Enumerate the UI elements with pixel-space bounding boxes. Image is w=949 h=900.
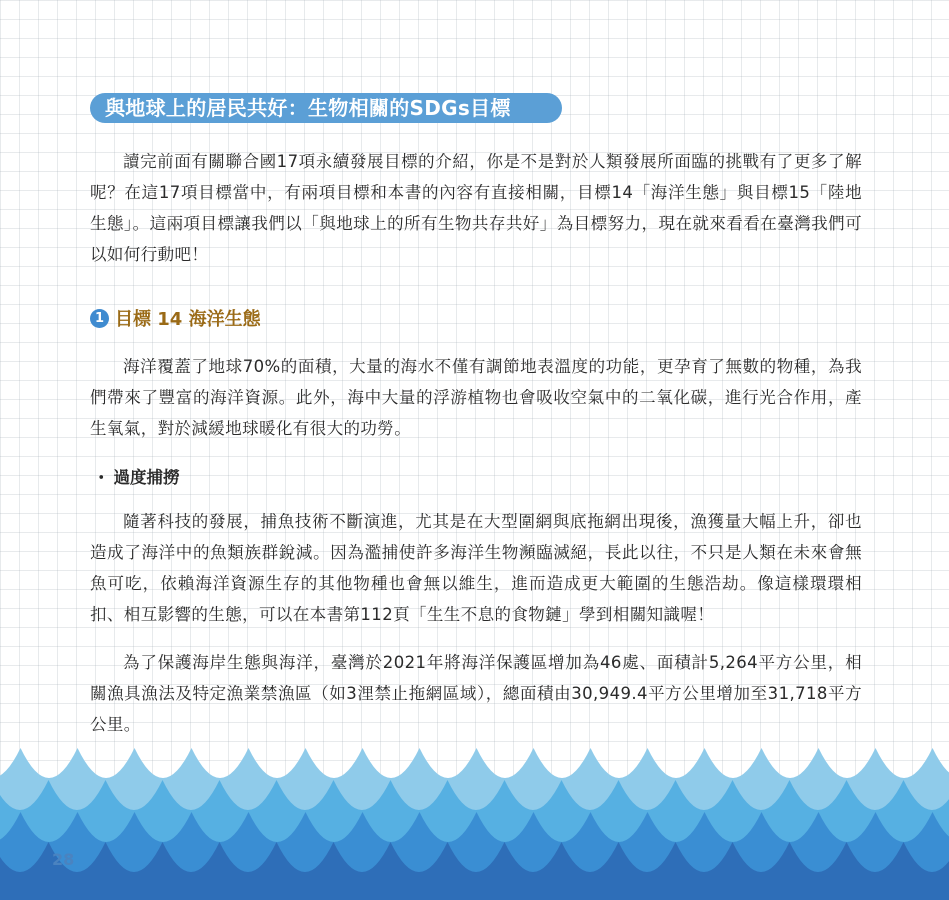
overfishing-heading — [93, 464, 180, 488]
bullet-icon: ・ — [93, 468, 110, 487]
number-badge: 1 — [90, 309, 109, 328]
goal-14-title: 目標 14 海洋生態 — [115, 309, 261, 330]
overfishing-title: 過度捕撈 — [113, 468, 180, 487]
overfishing-paragraph-1: 隨著科技的發展，捕魚技術不斷演進，尤其是在大型圍網與底拖網出現後，漁獲量大幅上升，卻也造成了海洋中的魚類族群銳減。因為濫捕使許多海洋生物瀕臨滅絕，長此以往，不只是人類在未來會無魚可吃，依賴海洋資源生存的其他物種也會無以維生，進而造成更大範圍的生態浩劫。像這樣環環相扣、相互影響的生態，可以在本書第112頁「生生不息的食物鏈」學到相關知識喔！ — [90, 512, 862, 624]
overfishing-paragraph-2: 為了保護海岸生態與海洋，臺灣於2021年將海洋保護區增加為46處、面積計5,264平方公里，相關漁具漁法及特定漁業禁漁區（如3浬禁止拖網區域），總面積由30,949.4平方公里增加至31,718平方公里。 — [90, 653, 862, 734]
ocean-paragraph: 海洋覆蓋了地球70%的面積，大量的海水不僅有調節地表溫度的功能，更孕育了無數的物種，為我們帶來了豐富的海洋資源。此外，海中大量的浮游植物也會吸收空氣中的二氧化碳，進行光合作用，產生氧氣，對於減緩地球暖化有很大的功勞。 — [90, 357, 862, 438]
goal-14-heading — [90, 306, 261, 330]
ocean-waves-decoration — [0, 738, 949, 900]
intro-paragraph: 讀完前面有關聯合國17項永續發展目標的介紹，你是不是對於人類發展所面臨的挑戰有了更多了解呢？在這17項目標當中，有兩項目標和本書的內容有直接相關，目標14「海洋生態」與目標15「陸地生態」。這兩項目標讓我們以「與地球上的所有生物共存共好」為目標努力，現在就來看看在臺灣我們可以如何行動吧！ — [90, 152, 862, 264]
heading-text: 與地球上的居民共好：生物相關的SDGs目標 — [105, 96, 511, 120]
page-number: 28 — [52, 850, 75, 869]
section-heading-banner — [90, 93, 562, 123]
wave-layer-deep — [0, 738, 949, 900]
